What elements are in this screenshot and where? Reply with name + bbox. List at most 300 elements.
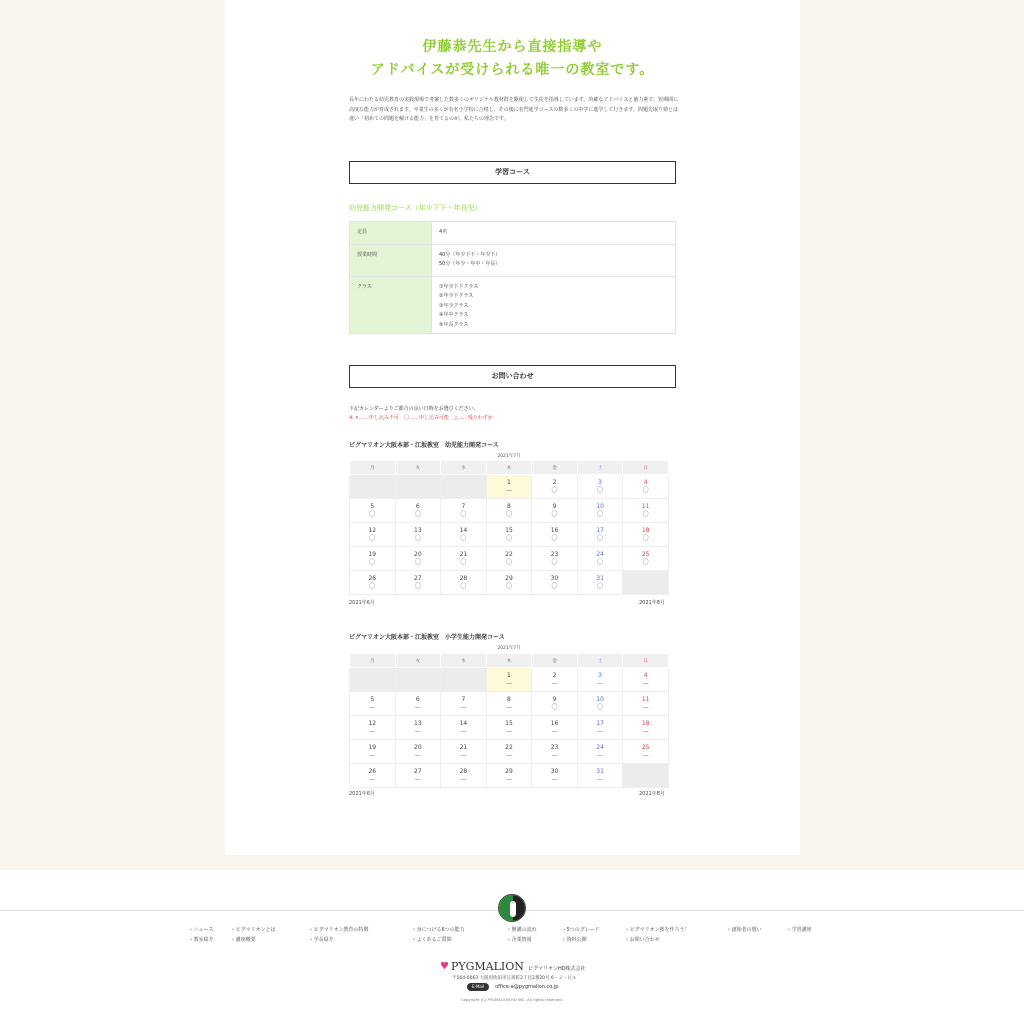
day-number: 8 xyxy=(507,503,511,510)
footer-nav-column xyxy=(508,925,537,945)
chevron-right-icon: › xyxy=(563,937,567,943)
day-number: 27 xyxy=(414,768,422,775)
footer-nav-column xyxy=(563,925,600,945)
availability-mark: — xyxy=(369,752,376,759)
availability-mark: — xyxy=(642,704,649,711)
availability-mark: — xyxy=(369,776,376,783)
calendar-day-cell[interactable] xyxy=(395,499,441,523)
calendar-day-cell[interactable] xyxy=(486,499,532,523)
info-line: ①年少下下クラス xyxy=(439,283,479,290)
chevron-right-icon: › xyxy=(626,937,630,943)
clover-heart-icon: ♥ xyxy=(440,961,449,972)
calendar-day-cell[interactable] xyxy=(486,475,532,499)
calendar-day-cell[interactable] xyxy=(441,571,487,595)
availability-mark: 〇 xyxy=(551,487,558,494)
info-line: 40分（年少下下・年少下） xyxy=(439,251,501,258)
calendar-table xyxy=(349,460,669,595)
availability-mark: — xyxy=(642,680,649,687)
calendar-day-cell[interactable] xyxy=(441,547,487,571)
availability-mark: — xyxy=(369,728,376,735)
day-number: 19 xyxy=(368,744,377,751)
calendar-day-cell[interactable] xyxy=(532,716,578,740)
chevron-right-icon: › xyxy=(190,927,194,933)
calendar-day-cell[interactable] xyxy=(350,692,396,716)
calendar-day-cell[interactable] xyxy=(486,571,532,595)
day-number: 30 xyxy=(550,768,559,775)
footer-nav-link[interactable] xyxy=(788,925,812,935)
availability-mark: 〇 xyxy=(460,535,467,542)
availability-mark: 〇 xyxy=(597,487,604,494)
chevron-right-icon: › xyxy=(788,927,792,933)
footer-nav-label: 学長紹介 xyxy=(313,937,334,943)
footer-nav-label: よくあるご質問 xyxy=(416,937,452,943)
weekday-header: 月 xyxy=(350,461,396,475)
footer-nav-link[interactable] xyxy=(508,925,537,935)
calendar-day-cell[interactable] xyxy=(486,668,532,692)
calendar-empty-cell xyxy=(350,475,396,499)
availability-mark: — xyxy=(642,752,649,759)
footer-nav-link[interactable] xyxy=(563,925,600,935)
company-address: 〒564-0063 大阪府吹田市江坂町2丁目2番20号 6・２・ビル xyxy=(452,976,577,981)
chevron-right-icon: › xyxy=(310,927,314,933)
calendar-day-cell[interactable] xyxy=(532,668,578,692)
day-number: 7 xyxy=(461,503,466,510)
calendar-month: 2021年7月 xyxy=(497,454,521,459)
calendar-day-cell[interactable] xyxy=(623,475,669,499)
calendar-week-row xyxy=(350,692,669,716)
calendar-empty-cell xyxy=(350,668,396,692)
calendar-day-cell[interactable] xyxy=(350,523,396,547)
availability-mark: — xyxy=(551,680,558,687)
calendar-day-cell[interactable] xyxy=(623,668,669,692)
calendar-next-link[interactable]: 2021年8月 xyxy=(639,791,665,797)
calendar-day-cell[interactable] xyxy=(532,475,578,499)
day-number: 14 xyxy=(459,720,468,727)
footer-nav-label: ピグマリオン塾を作ろう！ xyxy=(629,927,690,933)
calendar-day-cell[interactable] xyxy=(577,692,623,716)
info-line: 4名 xyxy=(439,229,448,235)
calendar-week-row xyxy=(350,668,669,692)
calendar-day-cell[interactable] xyxy=(441,499,487,523)
calendar-day-cell[interactable] xyxy=(623,692,669,716)
calendar-day-cell[interactable] xyxy=(577,523,623,547)
day-number: 31 xyxy=(596,768,604,775)
day-number: 5 xyxy=(370,696,375,703)
day-number: 18 xyxy=(641,527,650,534)
day-number: 17 xyxy=(596,527,604,534)
footer-nav-link[interactable] xyxy=(190,925,214,935)
availability-mark: — xyxy=(597,776,604,783)
info-line: 50分（年少・年中・年長） xyxy=(439,261,501,267)
chevron-right-icon: › xyxy=(232,937,236,943)
footer-nav-label: 教室紹介 xyxy=(193,937,214,943)
weekday-header: 火 xyxy=(395,654,441,668)
availability-mark: 〇 xyxy=(551,559,558,566)
day-number: 28 xyxy=(459,768,468,775)
calendar-day-cell[interactable] xyxy=(577,668,623,692)
mail-label-badge: E-Mail xyxy=(467,983,489,991)
availability-mark: — xyxy=(505,487,512,494)
day-number: 28 xyxy=(459,575,468,582)
footer-nav-label: 身につける6つの能力 xyxy=(416,927,465,933)
calendar-day-cell[interactable] xyxy=(350,740,396,764)
availability-mark: — xyxy=(414,776,421,783)
availability-mark: 〇 xyxy=(597,704,604,711)
weekday-header: 水 xyxy=(441,654,487,668)
availability-mark: 〇 xyxy=(505,559,512,566)
headline-line2: アドバイスが受けられる唯一の教室です。 xyxy=(370,62,655,78)
info-line: ②年少下クラス xyxy=(439,293,474,299)
day-number: 10 xyxy=(596,696,604,703)
calendar-day-cell[interactable] xyxy=(395,547,441,571)
footer-nav-link[interactable] xyxy=(232,925,276,935)
day-number: 10 xyxy=(596,503,604,510)
footer-nav-column xyxy=(728,925,762,935)
day-number: 27 xyxy=(414,575,422,582)
availability-mark: — xyxy=(369,704,376,711)
chevron-right-icon: › xyxy=(190,937,194,943)
calendar-day-cell[interactable] xyxy=(577,571,623,595)
weekday-header: 水 xyxy=(441,461,487,475)
day-number: 20 xyxy=(414,551,422,558)
calendar-day-cell[interactable] xyxy=(350,547,396,571)
availability-mark: 〇 xyxy=(597,583,604,590)
availability-mark: — xyxy=(460,776,467,783)
calendar-day-cell[interactable] xyxy=(395,716,441,740)
calendar-week-row xyxy=(350,764,669,788)
chevron-right-icon: › xyxy=(508,937,512,943)
weekday-header: 日 xyxy=(623,654,669,668)
chevron-right-icon: › xyxy=(728,927,732,933)
chevron-right-icon: › xyxy=(310,937,314,943)
footer-nav-label: ピグマリオン教育の特徴 xyxy=(313,927,369,933)
day-number: 12 xyxy=(368,527,377,534)
calendar-day-cell[interactable] xyxy=(395,740,441,764)
calendar-month: 2021年7月 xyxy=(497,646,521,651)
footer-brand[interactable] xyxy=(440,960,524,973)
info-key: 定員 xyxy=(350,222,432,245)
day-number: 4 xyxy=(643,672,648,679)
footer-nav-link[interactable] xyxy=(190,935,214,945)
weekday-header: 日 xyxy=(623,461,669,475)
day-number: 13 xyxy=(414,720,422,727)
calendar-day-cell[interactable] xyxy=(577,716,623,740)
calendar-day-cell[interactable] xyxy=(623,523,669,547)
calendar-day-cell[interactable] xyxy=(350,716,396,740)
logo-emblem-icon[interactable] xyxy=(498,894,526,922)
availability-mark: — xyxy=(414,752,421,759)
calendar-empty-cell xyxy=(441,668,487,692)
availability-mark: 〇 xyxy=(551,511,558,518)
weekday-header: 木 xyxy=(486,461,532,475)
availability-mark: 〇 xyxy=(597,559,604,566)
weekday-header: 火 xyxy=(395,461,441,475)
availability-mark: — xyxy=(505,680,512,687)
calendar-day-cell[interactable] xyxy=(486,764,532,788)
availability-mark: 〇 xyxy=(551,535,558,542)
day-number: 3 xyxy=(598,479,602,486)
calendar-day-cell[interactable] xyxy=(395,571,441,595)
footer-nav-link[interactable] xyxy=(413,925,465,935)
footer-nav-column xyxy=(413,925,465,945)
availability-mark: 〇 xyxy=(642,487,649,494)
chevron-right-icon: › xyxy=(413,927,417,933)
footer-nav-link[interactable] xyxy=(563,935,600,945)
footer-mail xyxy=(467,983,558,991)
calendar-day-cell[interactable] xyxy=(486,547,532,571)
day-number: 3 xyxy=(598,672,602,679)
calendar-prev-link[interactable]: 2021年6月 xyxy=(349,791,375,797)
day-number: 1 xyxy=(507,479,511,486)
day-number: 2 xyxy=(552,672,557,679)
footer-nav-link[interactable] xyxy=(626,925,690,935)
availability-mark: — xyxy=(551,752,558,759)
calendar-day-cell[interactable] xyxy=(623,740,669,764)
day-number: 23 xyxy=(550,744,559,751)
day-number: 21 xyxy=(459,744,468,751)
calendar-prev-link[interactable]: 2021年6月 xyxy=(349,600,375,606)
weekday-header: 金 xyxy=(532,654,578,668)
day-number: 29 xyxy=(505,768,513,775)
availability-mark: — xyxy=(597,728,604,735)
day-number: 25 xyxy=(641,744,650,751)
availability-mark: 〇 xyxy=(505,535,512,542)
calendar-day-cell[interactable] xyxy=(532,692,578,716)
day-number: 9 xyxy=(552,503,557,510)
day-number: 13 xyxy=(414,527,422,534)
info-row-class xyxy=(350,276,676,334)
day-number: 25 xyxy=(641,551,650,558)
calendar-day-cell[interactable] xyxy=(577,475,623,499)
footer-nav-column xyxy=(626,925,690,945)
calendar-empty-cell xyxy=(623,571,669,595)
calendar-day-cell[interactable] xyxy=(395,692,441,716)
day-number: 1 xyxy=(507,672,511,679)
day-number: 9 xyxy=(552,696,557,703)
availability-mark: 〇 xyxy=(414,535,421,542)
footer-nav-link[interactable] xyxy=(310,935,369,945)
availability-mark: 〇 xyxy=(369,583,376,590)
calendar-title: ピグマリオン大阪本部・江坂教室 幼児能力開発コース xyxy=(349,442,499,449)
intro-text: 長年にわたる幼児教育の実践現場で考案した数多くのオリジナル教材群を駆使して生徒を指導しています。的確なアドバイスと徳力素で、短期間に高度な能力が育成されます。卒業生の多くが有名小学校に合格し、その後に名門進学コースの数多くの中学に進学して行きます。問題先取り塾とは違い「初めての問題を解ける能力」を育てるのが、私たちの理念です。 xyxy=(349,97,679,122)
availability-mark: 〇 xyxy=(505,511,512,518)
day-number: 16 xyxy=(550,527,559,534)
calendar-day-cell[interactable] xyxy=(623,716,669,740)
day-number: 8 xyxy=(507,696,511,703)
chevron-right-icon: › xyxy=(626,927,630,933)
calendar-week-row xyxy=(350,547,669,571)
footer-nav-link[interactable] xyxy=(232,935,276,945)
availability-mark: — xyxy=(414,704,421,711)
calendar-day-cell[interactable] xyxy=(395,764,441,788)
calendar-empty-cell xyxy=(441,475,487,499)
day-number: 31 xyxy=(596,575,604,582)
calendar-day-cell[interactable] xyxy=(395,523,441,547)
footer-nav-column xyxy=(190,925,214,945)
availability-mark: 〇 xyxy=(369,535,376,542)
availability-mark: — xyxy=(551,728,558,735)
availability-mark: 〇 xyxy=(460,559,467,566)
calendar-day-cell[interactable] xyxy=(532,547,578,571)
calendar-empty-cell xyxy=(623,764,669,788)
calendar-week-row xyxy=(350,571,669,595)
day-number: 24 xyxy=(596,551,604,558)
footer-nav-link[interactable] xyxy=(413,935,465,945)
availability-mark: 〇 xyxy=(369,511,376,518)
footer-nav-label: 企業情報 xyxy=(511,937,532,943)
availability-mark: 〇 xyxy=(642,535,649,542)
calendar-day-cell[interactable] xyxy=(577,764,623,788)
calendar-day-cell[interactable] xyxy=(441,523,487,547)
calendar-day-cell[interactable] xyxy=(577,740,623,764)
footer-nav-label: 開講の流れ xyxy=(511,927,537,933)
day-number: 7 xyxy=(461,696,466,703)
weekday-header: 金 xyxy=(532,461,578,475)
calendar-day-cell[interactable] xyxy=(577,499,623,523)
day-number: 19 xyxy=(368,551,377,558)
calendar-title: ピグマリオン大阪本部・江坂教室 小学生能力開発コース xyxy=(349,634,505,641)
calendar-day-cell[interactable] xyxy=(532,571,578,595)
info-key: 授業時間 xyxy=(350,244,432,276)
footer-nav-column xyxy=(310,925,369,945)
availability-mark: 〇 xyxy=(414,511,421,518)
availability-mark: 〇 xyxy=(414,559,421,566)
calendar-day-cell[interactable] xyxy=(350,571,396,595)
day-number: 20 xyxy=(414,744,422,751)
course-box-title: 学習コース xyxy=(349,161,676,184)
calendar-day-cell[interactable] xyxy=(577,547,623,571)
day-number: 16 xyxy=(550,720,559,727)
footer-nav-label: ニュース xyxy=(193,927,214,933)
footer-nav-link[interactable] xyxy=(508,935,537,945)
copyright: Copyright (C) PYGMALION HD INC. All rights reserved. xyxy=(460,997,564,1002)
info-row-capacity xyxy=(350,222,676,245)
calendar-day-cell[interactable] xyxy=(350,764,396,788)
footer-nav-label: 講座概要 xyxy=(235,937,256,943)
day-number: 22 xyxy=(505,744,513,751)
calendar-day-cell[interactable] xyxy=(623,547,669,571)
calendar-day-cell[interactable] xyxy=(623,499,669,523)
day-number: 30 xyxy=(550,575,559,582)
availability-mark: 〇 xyxy=(505,583,512,590)
info-value xyxy=(432,244,676,276)
day-number: 4 xyxy=(643,479,648,486)
footer-nav-link[interactable] xyxy=(728,925,762,935)
weekday-header: 土 xyxy=(577,461,623,475)
footer-nav-label: お問い合わせ xyxy=(629,937,660,943)
info-line: ④年中クラス xyxy=(439,312,469,318)
calendar-day-cell[interactable] xyxy=(532,523,578,547)
calendar-instruction: 下記カレンダーよりご都合の良い日時をお選びください。 xyxy=(349,406,479,412)
availability-mark: 〇 xyxy=(642,511,649,518)
availability-mark: 〇 xyxy=(551,704,558,711)
footer-nav-label: 創始者の想い xyxy=(731,927,762,933)
calendar-week-row xyxy=(350,716,669,740)
availability-mark: 〇 xyxy=(414,583,421,590)
brand-name: PYGMALION xyxy=(450,960,524,973)
calendar-header-row xyxy=(350,461,669,475)
availability-mark: — xyxy=(505,728,512,735)
calendar-header-row xyxy=(350,654,669,668)
calendar-day-cell[interactable] xyxy=(441,764,487,788)
info-value xyxy=(432,222,676,245)
day-number: 23 xyxy=(550,551,559,558)
calendar-day-cell[interactable] xyxy=(532,764,578,788)
calendar-week-row xyxy=(350,523,669,547)
day-number: 14 xyxy=(459,527,468,534)
calendar-day-cell[interactable] xyxy=(441,692,487,716)
availability-mark: — xyxy=(597,680,604,687)
calendar-day-cell[interactable] xyxy=(486,740,532,764)
day-number: 15 xyxy=(505,527,513,534)
email-link[interactable]: office-a@pygmalion.co.jp xyxy=(495,984,559,990)
footer-nav-link[interactable] xyxy=(626,935,690,945)
availability-mark: 〇 xyxy=(642,559,649,566)
day-number: 15 xyxy=(505,720,513,727)
footer-nav-label: 学習講座 xyxy=(791,927,812,933)
chevron-right-icon: › xyxy=(508,927,512,933)
site-footer xyxy=(0,870,1024,1009)
availability-mark: — xyxy=(414,728,421,735)
info-key: クラス xyxy=(350,276,432,334)
info-value xyxy=(432,276,676,334)
calendar-week-row xyxy=(350,475,669,499)
calendar-note xyxy=(349,405,493,423)
availability-mark: — xyxy=(460,728,467,735)
calendar-week-row xyxy=(350,499,669,523)
day-number: 5 xyxy=(370,503,375,510)
day-number: 26 xyxy=(368,575,377,582)
calendar-day-cell[interactable] xyxy=(486,692,532,716)
calendar-legend: ※ ×……申し込み不可 〇……申し込み可能 △……残りわずか xyxy=(349,415,493,421)
calendar-empty-cell xyxy=(395,668,441,692)
day-number: 17 xyxy=(596,720,604,727)
calendar-day-cell[interactable] xyxy=(350,499,396,523)
day-number: 26 xyxy=(368,768,377,775)
main-panel xyxy=(225,0,800,855)
availability-mark: 〇 xyxy=(597,535,604,542)
footer-nav-link[interactable] xyxy=(310,925,369,935)
calendar-day-cell[interactable] xyxy=(532,499,578,523)
calendar-table xyxy=(349,653,669,788)
calendar-day-cell[interactable] xyxy=(441,716,487,740)
availability-mark: — xyxy=(460,752,467,759)
calendar-empty-cell xyxy=(395,475,441,499)
chevron-right-icon: › xyxy=(232,927,236,933)
availability-mark: — xyxy=(505,752,512,759)
course-name: 幼児能力開発コース（年少下下〜年長児） xyxy=(349,204,482,212)
calendar-day-cell[interactable] xyxy=(441,740,487,764)
weekday-header: 月 xyxy=(350,654,396,668)
calendar-day-cell[interactable] xyxy=(532,740,578,764)
day-number: 29 xyxy=(505,575,513,582)
availability-mark: — xyxy=(642,728,649,735)
day-number: 6 xyxy=(415,503,420,510)
availability-mark: — xyxy=(597,752,604,759)
footer-nav-label: 5つのグレード xyxy=(566,927,600,933)
calendar-next-link[interactable]: 2021年8月 xyxy=(639,600,665,606)
availability-mark: — xyxy=(505,704,512,711)
info-line: ⑤年長クラス xyxy=(439,321,469,328)
weekday-header: 土 xyxy=(577,654,623,668)
day-number: 12 xyxy=(368,720,377,727)
calendar-day-cell[interactable] xyxy=(486,716,532,740)
calendar-day-cell[interactable] xyxy=(486,523,532,547)
info-line: ③年少クラス xyxy=(439,302,469,309)
chevron-right-icon: › xyxy=(413,937,417,943)
day-number: 11 xyxy=(641,503,650,510)
availability-mark: — xyxy=(551,776,558,783)
